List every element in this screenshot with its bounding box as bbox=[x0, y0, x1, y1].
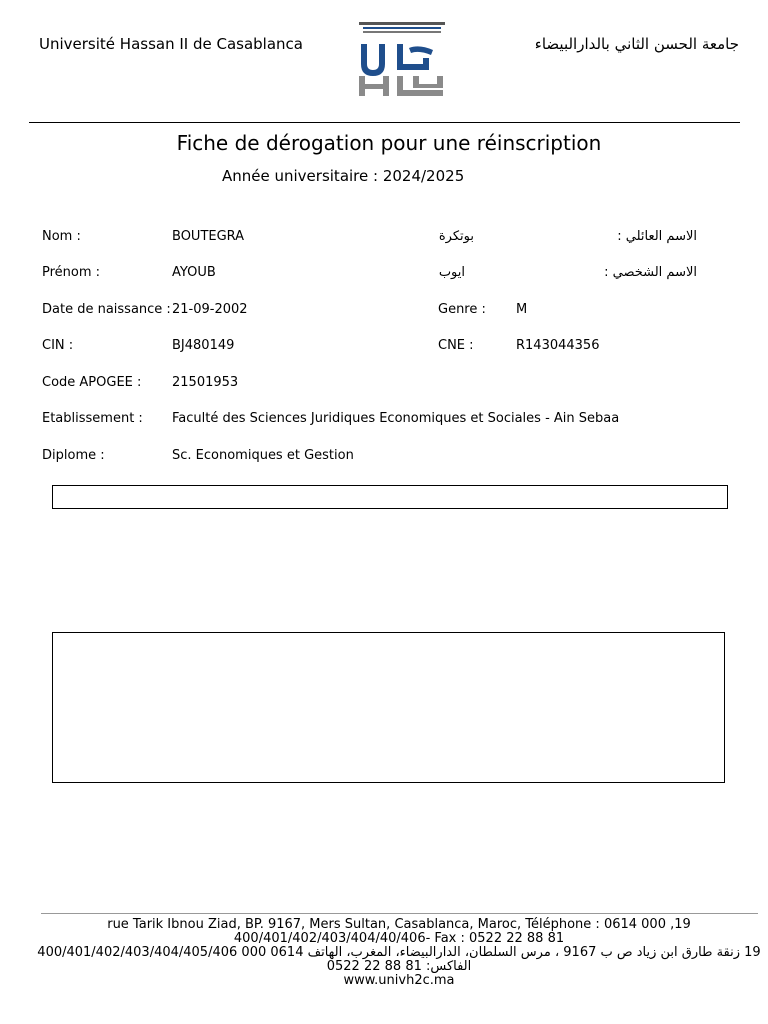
nom-label: Nom : bbox=[42, 229, 81, 244]
diplome-value: Sc. Economiques et Gestion bbox=[172, 448, 354, 463]
cin-label: CIN : bbox=[42, 338, 74, 353]
cin-value: BJ480149 bbox=[172, 338, 235, 353]
nom-ar-value: بوتكرة bbox=[438, 229, 474, 244]
prenom-value: AYOUB bbox=[172, 265, 216, 280]
prenom-ar-value: ايوب bbox=[438, 265, 465, 280]
cne-value: R143044356 bbox=[516, 338, 600, 353]
academic-year: Année universitaire : 2024/2025 bbox=[222, 167, 465, 185]
logo-seal-text bbox=[359, 22, 445, 33]
nom-ar-label: الاسم العائلي : bbox=[617, 229, 697, 244]
genre-value: M bbox=[516, 302, 528, 317]
apogee-value: 21501953 bbox=[172, 375, 239, 390]
footer-fax-fr: 400/401/402/403/404/40/406- Fax : 0522 22 88 81 bbox=[233, 931, 565, 946]
etablissement-label: Etablissement : bbox=[42, 411, 143, 426]
diplome-label: Diplome : bbox=[42, 448, 105, 463]
observations-box bbox=[52, 632, 725, 783]
footer-fax-ar: الفاكس: 81 88 22 0522 bbox=[326, 959, 472, 974]
etablissement-value: Faculté des Sciences Juridiques Economiques et Sociales - Ain Sebaa bbox=[172, 411, 620, 426]
dob-label: Date de naissance : bbox=[42, 302, 171, 317]
genre-label: Genre : bbox=[438, 302, 486, 317]
nom-value: BOUTEGRA bbox=[172, 229, 245, 244]
decision-box bbox=[52, 485, 728, 509]
university-logo bbox=[353, 20, 451, 98]
prenom-label: Prénom : bbox=[42, 265, 101, 280]
dob-value: 21-09-2002 bbox=[172, 302, 248, 317]
page-title: Fiche de dérogation pour une réinscription bbox=[176, 131, 602, 155]
footer-divider bbox=[41, 913, 758, 914]
prenom-ar-label: الاسم الشخصي : bbox=[604, 265, 697, 280]
footer-address-fr: rue Tarik Ibnou Ziad, BP. 9167, Mers Sultan, Casablanca, Maroc, Téléphone : 0614 000 ,19 bbox=[107, 917, 691, 932]
footer-website-link[interactable]: www.univh2c.ma bbox=[343, 973, 455, 988]
footer-address-ar: 19 زنقة طارق ابن زياد ص ب 9167 ، مرس السلطان، الدارالبيضاء، المغرب، الهاتف 0614 000 400/401/402/403/404/405/406 bbox=[37, 945, 761, 960]
university-name-fr: Université Hassan II de Casablanca bbox=[39, 35, 303, 53]
cne-label: CNE : bbox=[438, 338, 474, 353]
apogee-label: Code APOGEE : bbox=[42, 375, 142, 390]
university-name-ar: جامعة الحسن الثاني بالدارالبيضاء bbox=[534, 35, 739, 53]
header-divider bbox=[29, 122, 740, 123]
